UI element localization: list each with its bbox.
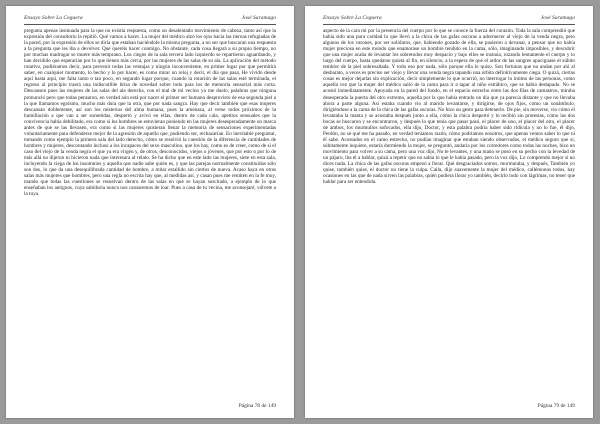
page-header [323,15,575,25]
left-page [6,6,294,418]
right-page [305,6,593,418]
page-number: Página 78 de 149 [238,403,276,409]
header-book-title: Ensayo Sobre La Ceguera [24,15,83,21]
body-paragraph: aspecto de la cara mi por la presencia del cuerpo por lo que se conoce la fuerza del corazón. Toda la sala comprendió que había sido una pura caridad lo que llevó a la chica de las gafas oscuras a adormecer al viejo de la venda negra, pero algunos de los varones, por ser solidaros, que, habiendo gozado de ella, se pusieron a devanar, a pensar que no había mujer preciosa en este mundo que enamorase un hombre tendido en la cama, sólo, imaginando imposibles, y descubrir que una mujer acaba de levantar los sobretodos muy despacio y bajo ellos se insinúa, rozando lentamente el cuerpo y lo largo del cuerpo, hasta quedarse quieta al fin, en silencio, a la espera de que el ardor de las sangres apaciguase el súbito temblor de la piel sobresaltada. Y todo eso por nada, sólo porque ella lo quiso. Son fortunas que no andan por ahí al desbarato, a veces es preciso ser viejo y llevar una venda negra tapando una órbita definitivamente ciega. O quizá, ciertas cosas es mejor dejarlas sin explicación, decir simplemente lo que ocurrió, no interrogar lo íntimo de las personas, como aquella vez que la mujer del médico salió de la cama para ir a tapar al niño estrábico, que se había destapado. No se acostó inmediatamente. Apoyada en la pared del fondo, en el espacio estrecho entre las dos filas de camastros, miraba desesperada la puerta del otro extremo, aquella por la que había entrado un día que ya parecía distante y que no llevaba ahora a parte alguna. Así estaba cuando vio al marido levantarse, y dirigirse, de ojos fijos, como un sonámbulo, dirigiéndose a la cama de la chica de las gafas oscuras. No hizo un gesto para detenerlo. De pie, sin moverse, vio cómo él levantaba la manta y se acostaba después junto a ella, cómo la chica despertó y lo recibió sin protestas, cómo las dos bocas se buscaron y se encontraron, y después lo que tenía que pasar pasó, el placer de uno, el placer del otro, el placer de ambos, los murmullos sofocados, ella dijo, Doctor, y esta palabra podría haber sido ridícula y no lo fue, él dijo, Perdón, no sé qué me ha pasado, en verdad teníamos razón, cómo podríamos nosotros, que apenas vemos saber lo que ni él sabe. Acostados en el camo estrecho, no podían imaginar que estaban siendo observados, el médico seguro que sí, súbitamente inquieto, estaría durmiendo la mujer, se preguntó, andaría por los corredores como todas las noches, hizo un movimiento para volver a su cama, pero una voz dijo, No te levantes, y una mano se posó en su pecho con la levedad de un pájaro, iba él a hablar, quizá a repetir que no sabía lo que le había pasado, pero la voz dijo, Lo comprendo mejor si no dices nada. La chica de las gafas oscuras empezó a llorar. Qué desgraciados somos, murmuraba, y después, También yo quise, también quise, el doctor no tiene la culpa. Calla, dijo suavemente la mujer del médico, callémonos todos, hay ocasiones en las que de nada sirven las palabras, quién pudiera llorar yo también, decirlo todo con lágrimas, no tener que hablar para ser entendida. [323,28,575,186]
body-paragraph: pregunta apenas insinuada para la que no existía respuesta, como un desalentado movimiento de cabeza, tanto así que la expresión del consultorio la repitió. Qué vamos a hacer. La mujer del médico alzó los ojos hacia las tiernas refugiadas de la pared, por la expresión de ellos se diría que estaban haciéndole la misma pregunta, a no ser que buscaran una respuesta a la pregunta que les iba a devolver. Qué queréis hacer conmigo. No obstante, cada cosa llegará a su propio tiempo, no por muchas madrugar se muere más temprano. Los ciegos de la sala tercera lado izquierdo se repartieron aguardando, y han decidido que esperarían por lo que tienen más cerca, por las mujeres de las salas de su ala. La aplicación del método rotativo, pudiéramos decir, para prevenir todas las ventajas y ningún inconveniente, en primer lugar por que permitirá saber, en cualquier momento, lo hecho y lo por hacer, es como mirar un reloj y decir, el día que pasa, He vivido desde aquí hasta aquí, me falta tanto o tan poco, en segundo lugar porque, cuando la rotación de las salas esté terminada, el regreso al principio traerá una indiscutible brisa de novedad sobre todo para los de memoria sensorial más corta. Descansen pues las mujeres de las salas del ala derecha, con el mal de mi vecino yo me duelo, palabras que ninguna pronunció pero que todas pensaron, en verdad aún está por nacer el primer ser humano desprovisto de esa segunda piel a la que llamamos egoísmo, mucho más dura que la otra, que por nada sangra. Hay que decir también que esas mujeres descansan doblemente, así son los misterios del alma humana, pues la amenaza, al verse todos próximos de la humillación a que van a ser sometidas, despertó y avivó en ellas, dentro de cada cala, apetitos sensuales que la convivencia había debilitado, era como si los hombres se estuvieran poniendo en las mujeres desesperadamente un marca antes de que se las llevasen, era como si las mujeres quisieran llenar la memoria de sensaciones experimentadas voluntariamente para defenderse mejor de la agresión de aquello que, pudiendo ser, rechazarían. En inevitable preguntar, tomando como ejemplo la primera sala del lado derecho, cómo se resolvió la cuestión de la diferencia de cantidades de hombres y mujeres, descontando incluso a los incapaces del sexo masculino, que los hay, como es de creer, como de sí el caso del viejo de la venda negra el que ya era virgen y, de otros, desconocidos, viejos o jóvenes, que por esto o por lo de más allá no dijeron ni hicieron nada que interesara al relato. Se ha dicho que en este lado las mujeres, siete en esta sala, incluyendo la ciega de los insomnios y aquella que nadie sabe quién es, y que las parejas normalmente constituidas sólo son dos, lo que da una desequilibrada cantidad de hombre, a mitar estallido sin ciertos de nueva. Acaso haya en otras salas más mujeres que hombres, pero una regla no escrita hay que, al medidas así, y casan pues me remiten en la fe muy, mando que todas las cuestiones se resuelvan dentro de las salas en que se hayan suscitado, a ejemplo de lo que enseñaban los antiguos, cuya sabiduría nunca nos cansaremos de loar. Pues a casa de tu vecina, me aconsejaré, vólvete a la tuya. [24,28,276,198]
page-header [24,15,276,25]
header-author: José Saramago [241,15,276,21]
page-body-text [24,28,276,398]
header-author: José Saramago [540,15,575,21]
header-book-title: Ensayo Sobre La Ceguera [323,15,382,21]
page-number: Página 79 de 149 [537,403,575,409]
page-body-text [323,28,575,398]
